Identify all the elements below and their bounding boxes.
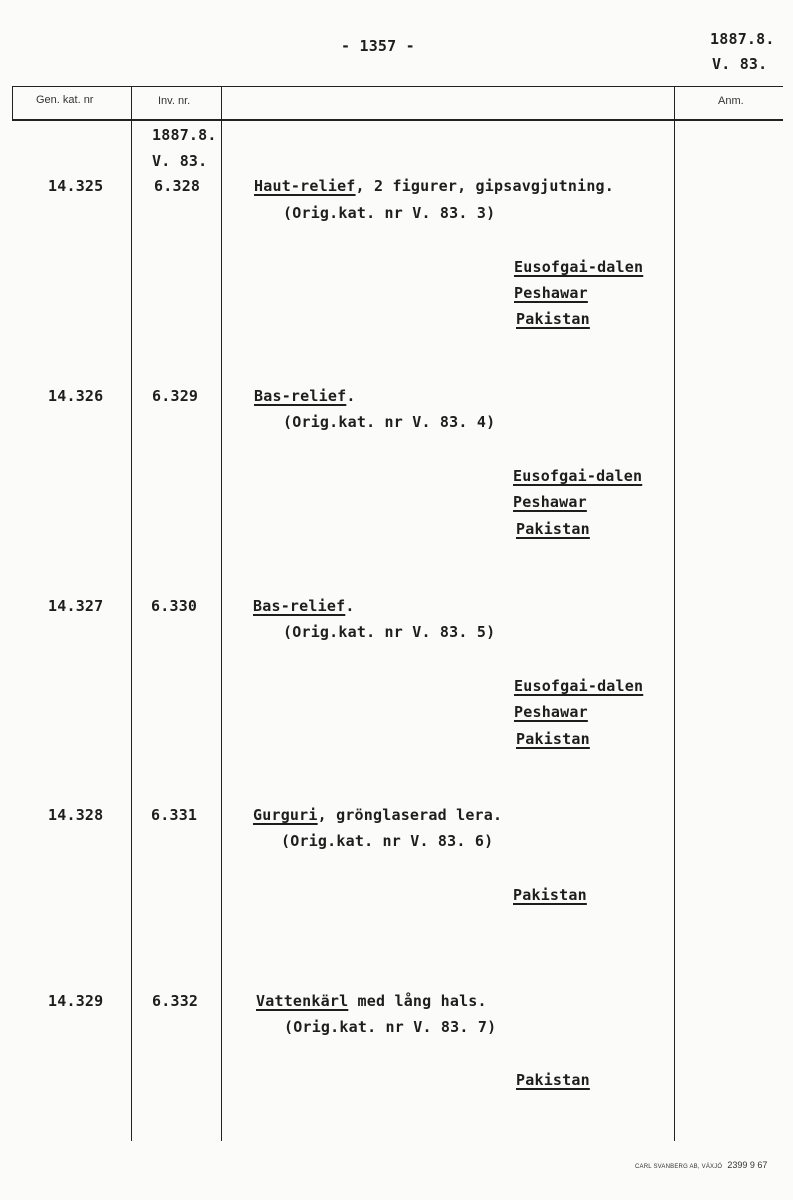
entry-description [253,597,355,615]
place-valley: Eusofgai-dalen [514,677,644,695]
printer-footer [635,1160,767,1170]
table-header-rule [12,119,783,121]
header-gen-kat-nr: Gen. kat. nr [36,94,94,106]
column-divider-anm [674,86,675,1141]
place-region: Peshawar [514,284,588,302]
entry-description [253,806,502,824]
inventory-number: 6.328 [154,177,201,195]
original-catalog-ref: (Orig.kat. nr V. 83. 7) [284,1018,497,1036]
original-catalog-ref: (Orig.kat. nr V. 83. 3) [283,204,496,222]
gen-kat-number: 14.327 [48,597,104,615]
header-inv-nr: Inv. nr. [158,95,191,107]
object-details: , grönglaserad lera. [317,806,503,824]
accession-number: V. 83. [712,55,768,73]
inventory-number: 6.329 [152,387,199,405]
object-name: Haut-relief [254,177,356,195]
place-valley: Eusofgai-dalen [514,258,644,276]
object-name: Gurguri [253,806,318,824]
form-code: 2399 9 67 [727,1160,768,1170]
column-divider-inv [221,86,222,1141]
object-details: . [345,597,355,615]
gen-kat-number: 14.325 [48,177,104,195]
place-country: Pakistan [513,886,587,904]
gen-kat-number: 14.328 [48,806,104,824]
object-details: med lång hals. [348,992,487,1010]
place-country: Pakistan [516,730,590,748]
accession-year: 1887.8. [710,30,775,48]
object-name: Vattenkärl [256,992,349,1010]
printer-name: CARL SVANBERG AB, VÄXJÖ [635,1164,723,1170]
entry-description [254,177,614,195]
object-details: , 2 figurer, gipsavgjutning. [355,177,615,195]
object-name: Bas-relief [254,387,347,405]
inventory-number: 6.331 [151,806,198,824]
place-country: Pakistan [516,520,590,538]
entry-description [256,992,487,1010]
inventory-number: 6.332 [152,992,199,1010]
original-catalog-ref: (Orig.kat. nr V. 83. 6) [281,832,494,850]
table-left-edge [12,86,13,119]
place-valley: Eusofgai-dalen [513,467,643,485]
gen-kat-number: 14.326 [48,387,104,405]
place-region: Peshawar [514,703,588,721]
place-region: Peshawar [513,493,587,511]
group-year: 1887.8. [152,126,217,144]
page-number: - 1357 - [341,37,415,55]
object-name: Bas-relief [253,597,346,615]
column-divider-gen [131,86,132,1141]
header-anm: Anm. [718,95,744,107]
table-top-rule [12,86,783,87]
gen-kat-number: 14.329 [48,992,104,1010]
group-number: V. 83. [152,152,208,170]
place-country: Pakistan [516,310,590,328]
inventory-number: 6.330 [151,597,198,615]
original-catalog-ref: (Orig.kat. nr V. 83. 4) [283,413,496,431]
original-catalog-ref: (Orig.kat. nr V. 83. 5) [283,623,496,641]
object-details: . [346,387,356,405]
place-country: Pakistan [516,1071,590,1089]
entry-description [254,387,356,405]
